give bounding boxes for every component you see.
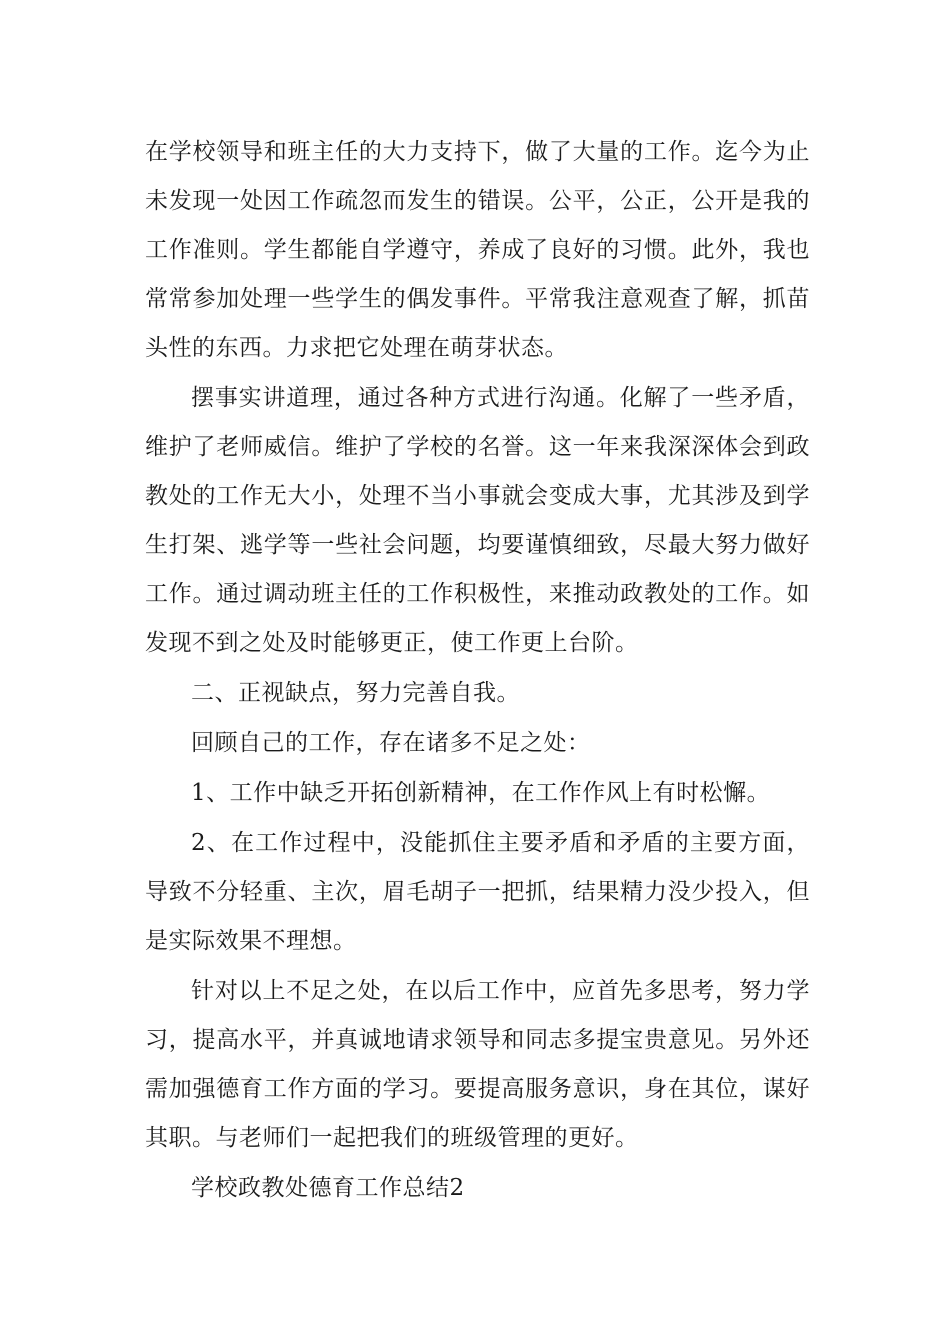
paragraph: 回顾自己的工作，存在诸多不足之处： [191,730,591,756]
list-item: 2、在工作过程中，没能抓住主要矛盾和矛盾的主要方面，导致不分轻重、主次，眉毛胡子一把抓，结果精力没少投入，但是实际效果不理想。 [145,830,810,954]
document-body [145,128,810,1214]
paragraph-continuation: 在学校领导和班主任的大力支持下，做了大量的工作。迄今为止未发现一处因工作疏忽而发生的错误。公平，公正，公开是我的工作准则。学生都能自学遵守，养成了良好的习惯。此外，我也常常参加处理一些学生的偶发事件。平常我注意观查了解，抓苗头性的东西。力求把它处理在萌芽状态。 [145,139,810,361]
document-title: 学校政教处德育工作总结2 [191,1175,465,1201]
paragraph: 摆事实讲道理，通过各种方式进行沟通。化解了一些矛盾，维护了老师威信。维护了学校的名誉。这一年来我深深体会到政教处的工作无大小，处理不当小事就会变成大事，尤其涉及到学生打架、逃学等一些社会问题，均要谨慎细致，尽最大努力做好工作。通过调动班主任的工作积极性，来推动政教处的工作。如发现不到之处及时能够更正，使工作更上台阶。 [145,385,810,656]
section-heading: 二、正视缺点，努力完善自我。 [191,680,520,706]
paragraph: 针对以上不足之处，在以后工作中，应首先多思考，努力学习，提高水平，并真诚地请求领导和同志多提宝贵意见。另外还需加强德育工作方面的学习。要提高服务意识，身在其位，谋好其职。与老师们一起把我们的班级管理的更好。 [145,978,810,1151]
list-item: 1、工作中缺乏开拓创新精神，在工作作风上有时松懈。 [191,780,771,806]
